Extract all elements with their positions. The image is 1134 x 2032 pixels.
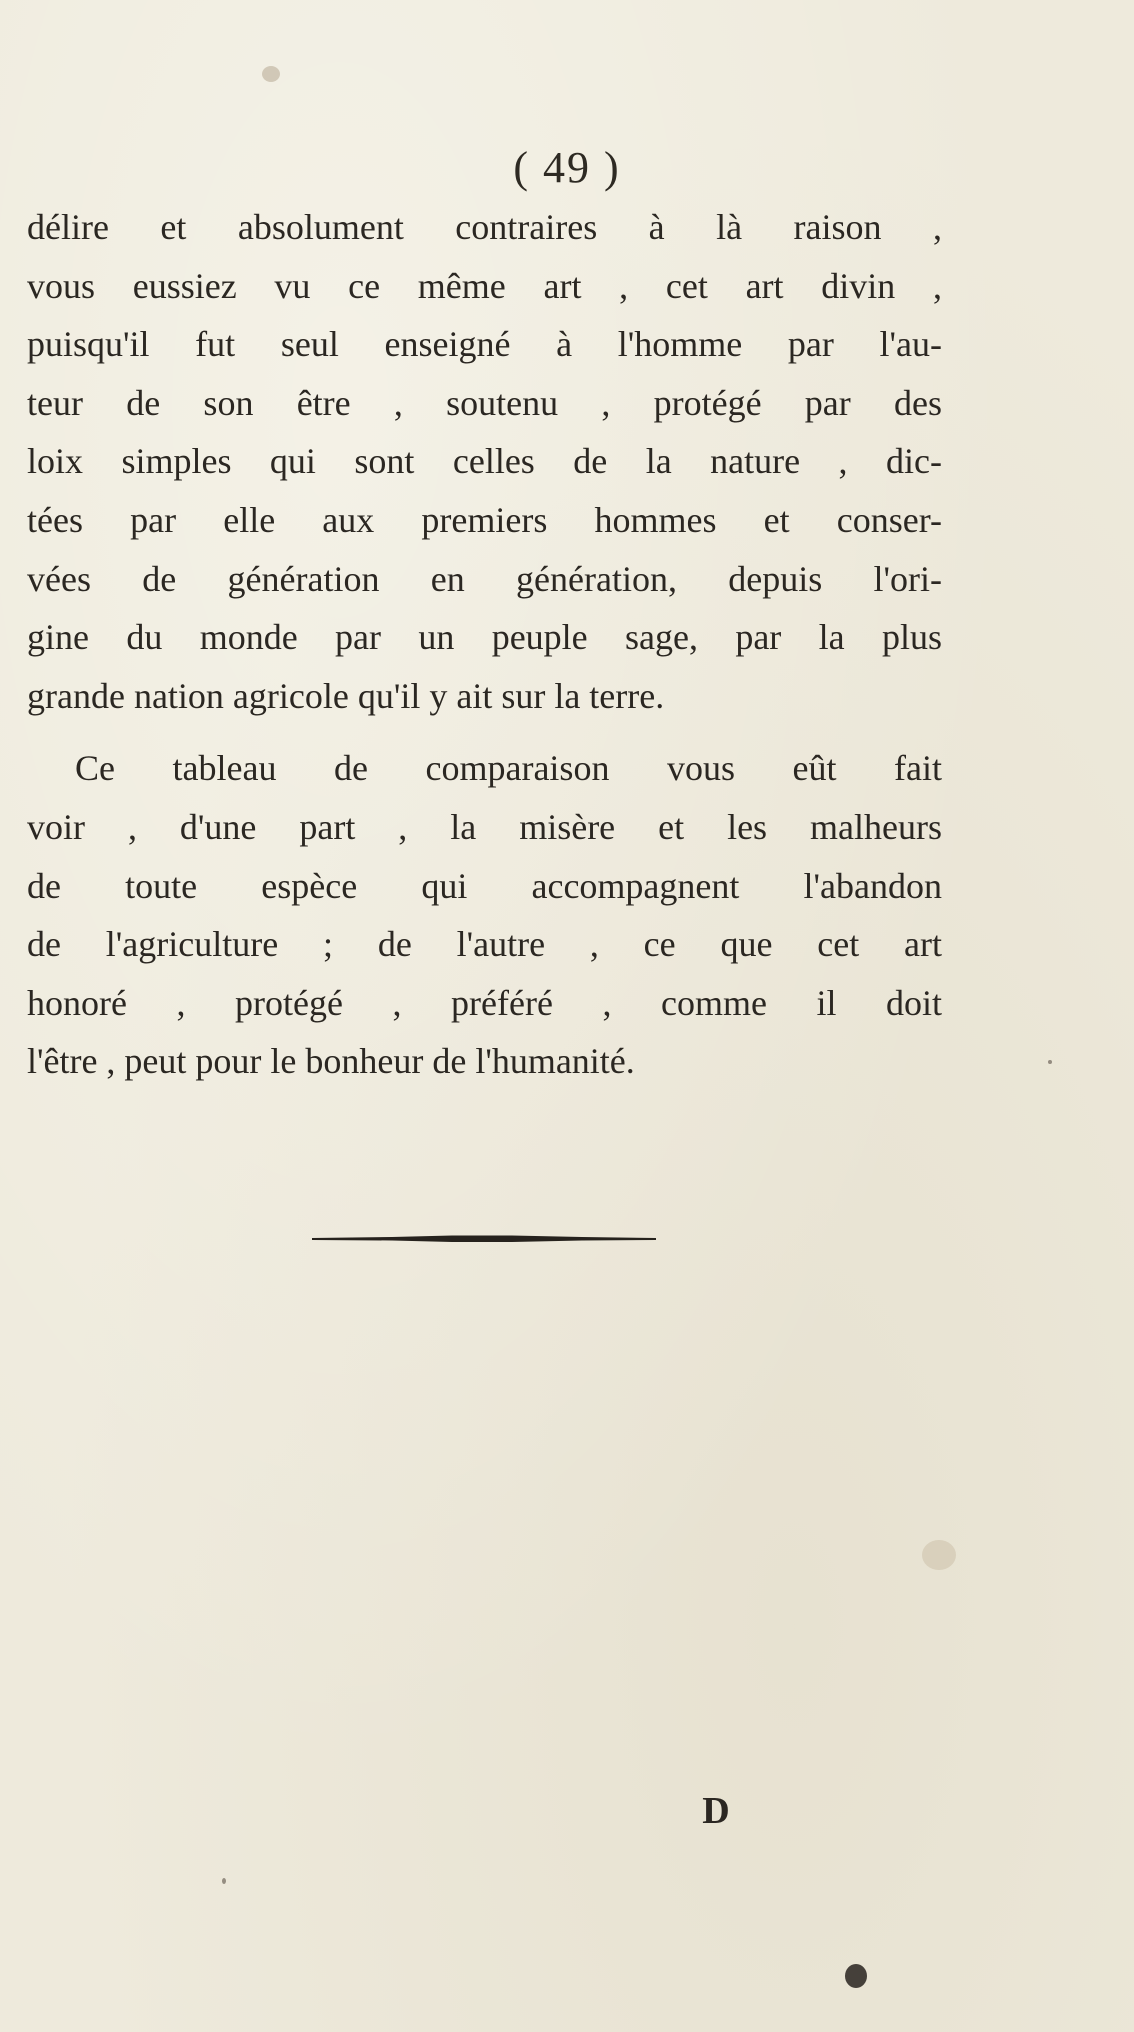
text-line: honoré , protégé , préféré , comme il doit xyxy=(27,982,942,1023)
text-line: Ce tableau de comparaison vous eût fait xyxy=(75,748,942,789)
text-line: puisqu'il fut seul enseigné à l'homme par l'au- xyxy=(27,324,942,365)
signature-mark: D xyxy=(702,1790,730,1832)
paper-speck xyxy=(262,66,280,82)
page-number: ( 49 ) xyxy=(513,143,621,192)
paper-speck xyxy=(922,1540,956,1570)
text-line: de l'agriculture ; de l'autre , ce que cet art xyxy=(27,924,942,965)
section-divider-rule xyxy=(312,1234,656,1243)
paper-speck xyxy=(845,1964,867,1988)
text-line: de toute espèce qui accompagnent l'abandon xyxy=(27,865,942,906)
text-line: l'être , peut pour le bonheur de l'humanité. xyxy=(27,1041,635,1082)
body-text xyxy=(27,198,942,1091)
text-line: voir , d'une part , la misère et les malheurs xyxy=(27,806,942,847)
text-line: vous eussiez vu ce même art , cet art divin , xyxy=(27,265,942,306)
text-line: gine du monde par un peuple sage, par la plus xyxy=(27,617,942,658)
paper-speck xyxy=(1048,1060,1052,1064)
text-line: délire et absolument contraires à là raison , xyxy=(27,207,942,247)
text-line: loix simples qui sont celles de la nature , dic- xyxy=(27,441,942,482)
text-line: teur de son être , soutenu , protégé par des xyxy=(27,382,942,423)
text-line: grande nation agricole qu'il y ait sur la terre. xyxy=(27,675,665,716)
paragraph xyxy=(27,198,942,725)
paragraph xyxy=(27,739,942,1091)
text-line: tées par elle aux premiers hommes et conser- xyxy=(27,499,942,540)
text-line: vées de génération en génération, depuis l'ori- xyxy=(27,558,942,599)
paragraph-gap xyxy=(27,725,942,739)
paper-speck xyxy=(222,1878,226,1884)
